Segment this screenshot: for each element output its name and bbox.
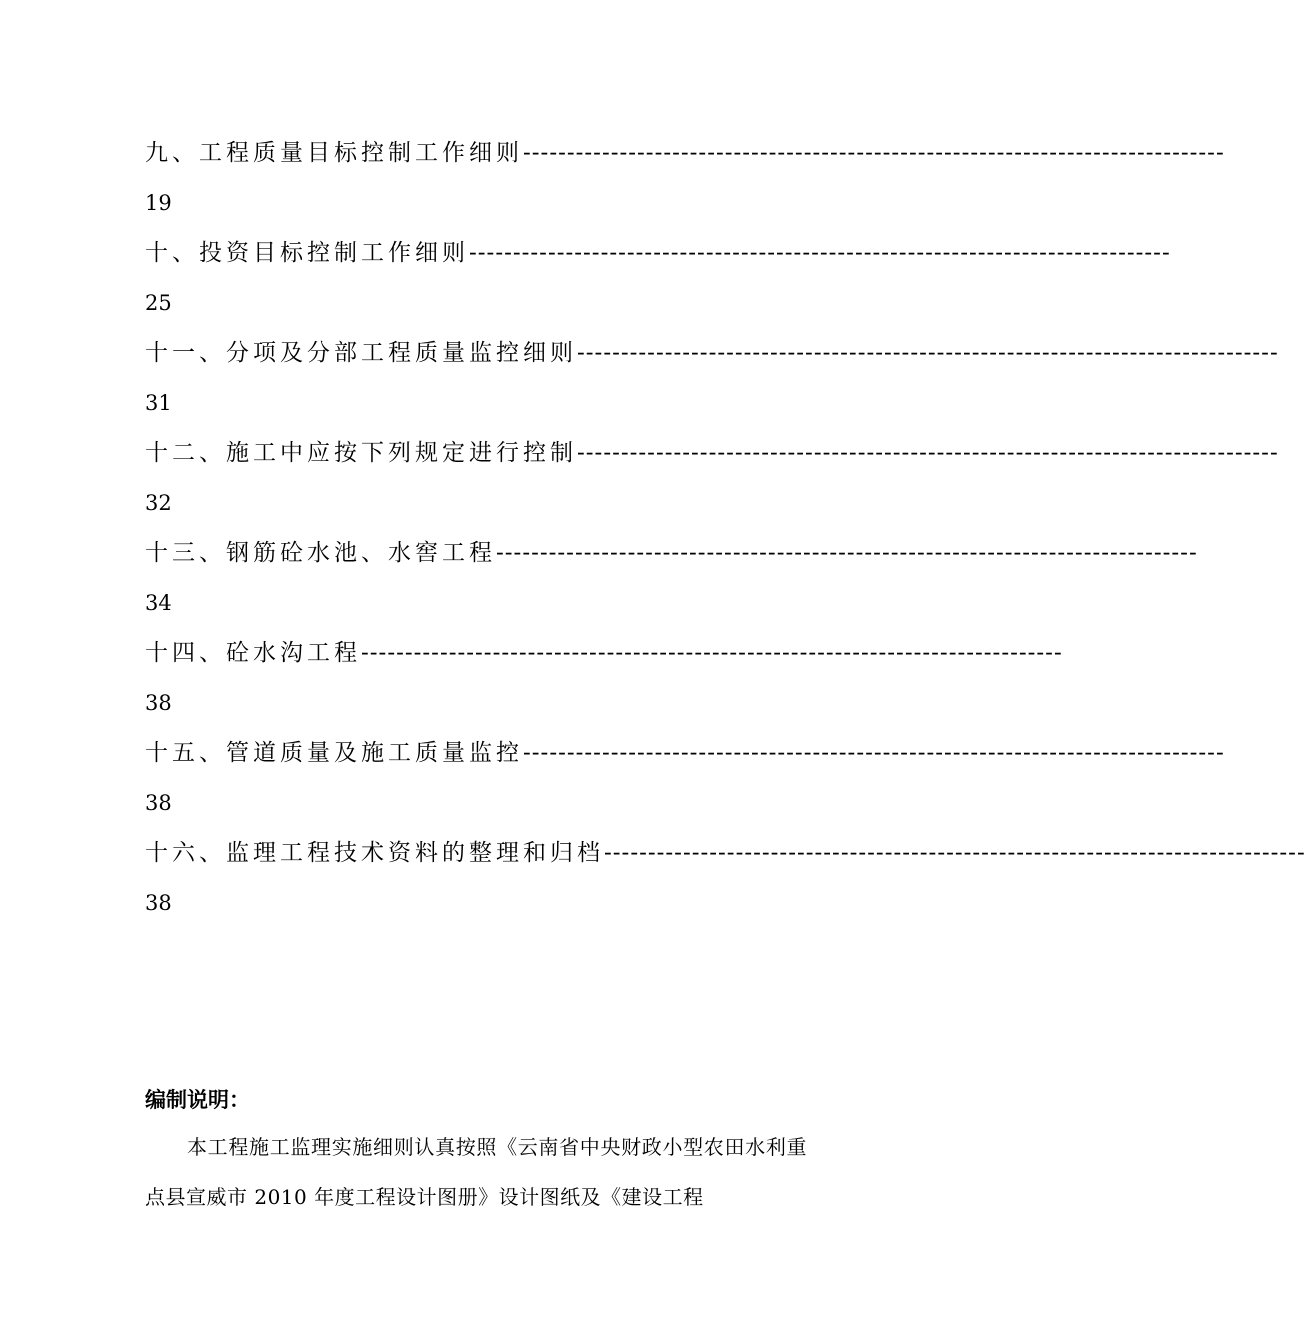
toc-line [145,428,1279,478]
toc-entry[interactable] [145,828,1306,928]
toc-entry-page-number: 38 [145,691,172,715]
toc-line [145,728,1225,778]
toc-entry-title: 十、投资目标控制工作细则 [145,240,469,266]
toc-entry-title: 九、工程质量目标控制工作细则 [145,140,523,166]
toc-line [145,828,1306,878]
toc-entry-page-number: 32 [145,491,172,515]
toc-leader-dashes: -------------------------------------------------------------------------------- [604,840,1306,866]
toc-entry[interactable] [145,128,1225,228]
toc-leader-dashes: -------------------------------------------------------------------------------- [361,640,1063,666]
toc-entry-page-number: 19 [145,191,172,215]
section-heading: 编制说明： [145,1088,250,1112]
toc-entry-title: 十三、钢筋砼水池、水窖工程 [145,540,496,566]
toc-entry[interactable] [145,628,1063,728]
toc-line [145,228,1171,278]
toc-leader-dashes: -------------------------------------------------------------------------------- [577,340,1279,366]
toc-entry-page-number: 31 [145,391,172,415]
toc-leader-dashes: -------------------------------------------------------------------------------- [577,440,1279,466]
toc-entry[interactable] [145,328,1279,428]
toc-line [145,628,1063,678]
toc-line [145,528,1198,578]
toc-entry-title: 十五、管道质量及施工质量监控 [145,740,523,766]
toc-leader-dashes: -------------------------------------------------------------------------------- [496,540,1198,566]
toc-leader-dashes: -------------------------------------------------------------------------------- [469,240,1171,266]
toc-entry-title: 十二、施工中应按下列规定进行控制 [145,440,577,466]
toc-entry-title: 十四、砼水沟工程 [145,640,361,666]
toc-entry-title: 十六、监理工程技术资料的整理和归档 [145,840,604,866]
toc-line [145,328,1279,378]
body-paragraph: 本工程施工监理实施细则认真按照《云南省中央财政小型农田水利重点县宣威市 2010 年度工程设计图册》设计图纸及《建设工程 [145,1135,807,1209]
toc-entry[interactable] [145,228,1171,328]
toc-line [145,128,1225,178]
toc-entry[interactable] [145,528,1198,628]
toc-leader-dashes: -------------------------------------------------------------------------------- [523,740,1225,766]
compilation-notes-section [145,1078,807,1222]
toc-entry[interactable] [145,728,1225,828]
table-of-contents [145,128,1306,928]
toc-entry-title: 十一、分项及分部工程质量监控细则 [145,340,577,366]
toc-entry-page-number: 38 [145,891,172,915]
toc-entry-page-number: 34 [145,591,172,615]
toc-entry-page-number: 38 [145,791,172,815]
toc-entry[interactable] [145,428,1279,528]
toc-leader-dashes: -------------------------------------------------------------------------------- [523,140,1225,166]
toc-entry-page-number: 25 [145,291,172,315]
